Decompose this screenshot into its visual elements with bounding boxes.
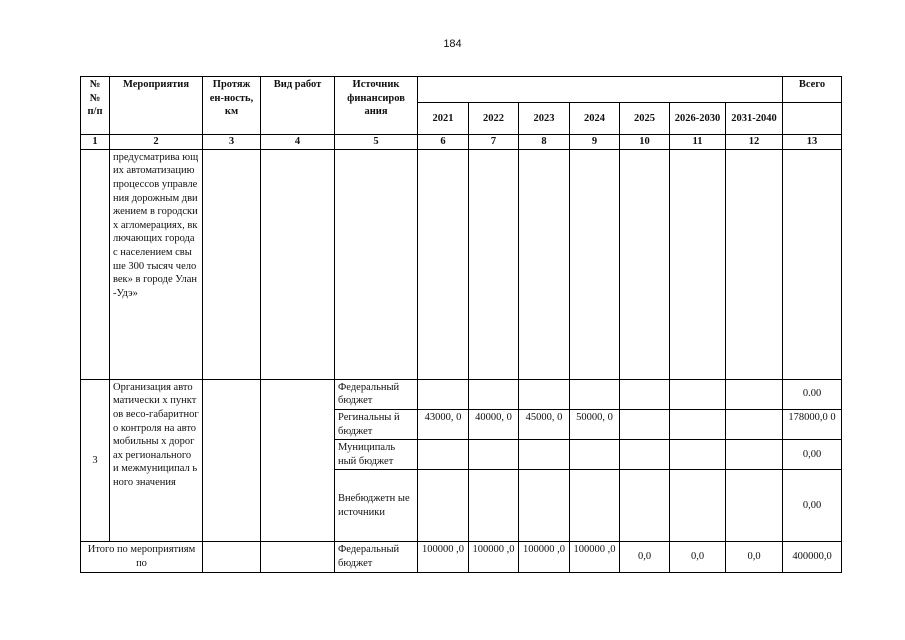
header-year: 2023 bbox=[519, 103, 570, 135]
column-number: 11 bbox=[670, 135, 726, 150]
funding-source: Внебюджетн ые источники bbox=[335, 470, 418, 542]
header-years-spacer bbox=[418, 77, 783, 103]
value-cell: 100000 ,0 bbox=[519, 542, 570, 572]
header-total: Всего bbox=[783, 77, 842, 103]
funding-source: Федеральный бюджет bbox=[335, 379, 418, 409]
value-cell: 40000, 0 bbox=[469, 409, 519, 439]
funding-source: Муниципаль ный бюджет bbox=[335, 440, 418, 470]
value-cell: 0,0 bbox=[726, 542, 783, 572]
header-measures: Мероприятия bbox=[110, 77, 203, 135]
value-cell: 100000 ,0 bbox=[570, 542, 620, 572]
header-num: № № п/п bbox=[81, 77, 110, 135]
continuation-row bbox=[81, 149, 842, 379]
column-number: 8 bbox=[519, 135, 570, 150]
value-cell: 45000, 0 bbox=[519, 409, 570, 439]
value-cell: 0,0 bbox=[620, 542, 670, 572]
value-cell: 100000 ,0 bbox=[469, 542, 519, 572]
row-total: 0,00 bbox=[783, 440, 842, 470]
continuation-text: предусматрива ющих автоматизацию процессов управления дорожным движением в городских агломерациях, включающих города с населением свыше 300 тысяч человек» в городе Улан-Удэ» bbox=[110, 149, 203, 379]
header-year: 2024 bbox=[570, 103, 620, 135]
column-number: 4 bbox=[261, 135, 335, 150]
row-total: 178000,0 0 bbox=[783, 409, 842, 439]
item3-num: 3 bbox=[81, 379, 110, 542]
column-number: 12 bbox=[726, 135, 783, 150]
column-number: 13 bbox=[783, 135, 842, 150]
funding-source: Федеральный бюджет bbox=[335, 542, 418, 572]
column-numbers-row bbox=[81, 135, 842, 150]
column-number: 1 bbox=[81, 135, 110, 150]
header-length: Протяж ен-ность, км bbox=[203, 77, 261, 135]
value-cell: 43000, 0 bbox=[418, 409, 469, 439]
header-year: 2021 bbox=[418, 103, 469, 135]
header-year: 2025 bbox=[620, 103, 670, 135]
column-number: 2 bbox=[110, 135, 203, 150]
row-total: 0,00 bbox=[783, 470, 842, 542]
column-number: 3 bbox=[203, 135, 261, 150]
header-total-empty bbox=[783, 103, 842, 135]
row-total: 0.00 bbox=[783, 379, 842, 409]
value-cell: 0,0 bbox=[670, 542, 726, 572]
financing-table bbox=[80, 76, 842, 573]
total-row bbox=[81, 542, 842, 572]
header-source: Источник финансиров ания bbox=[335, 77, 418, 135]
value-cell: 50000, 0 bbox=[570, 409, 620, 439]
row-total: 400000,0 bbox=[783, 542, 842, 572]
header-row bbox=[81, 77, 842, 103]
column-number: 5 bbox=[335, 135, 418, 150]
header-year: 2026-2030 bbox=[670, 103, 726, 135]
item3-row-federal bbox=[81, 379, 842, 409]
header-year: 2022 bbox=[469, 103, 519, 135]
funding-source: Регинальны й бюджет bbox=[335, 409, 418, 439]
header-year: 2031-2040 bbox=[726, 103, 783, 135]
column-number: 9 bbox=[570, 135, 620, 150]
total-label: Итого по мероприятиям по bbox=[81, 542, 203, 572]
column-number: 7 bbox=[469, 135, 519, 150]
value-cell: 100000 ,0 bbox=[418, 542, 469, 572]
header-work-type: Вид работ bbox=[261, 77, 335, 135]
column-number: 10 bbox=[620, 135, 670, 150]
column-number: 6 bbox=[418, 135, 469, 150]
page-number: 184 bbox=[443, 38, 462, 50]
item3-measure: Организация автоматически х пунктов весо-габаритного контроля на автомобильны х дорогах регионального и межмуниципал ьного значения bbox=[110, 379, 203, 542]
